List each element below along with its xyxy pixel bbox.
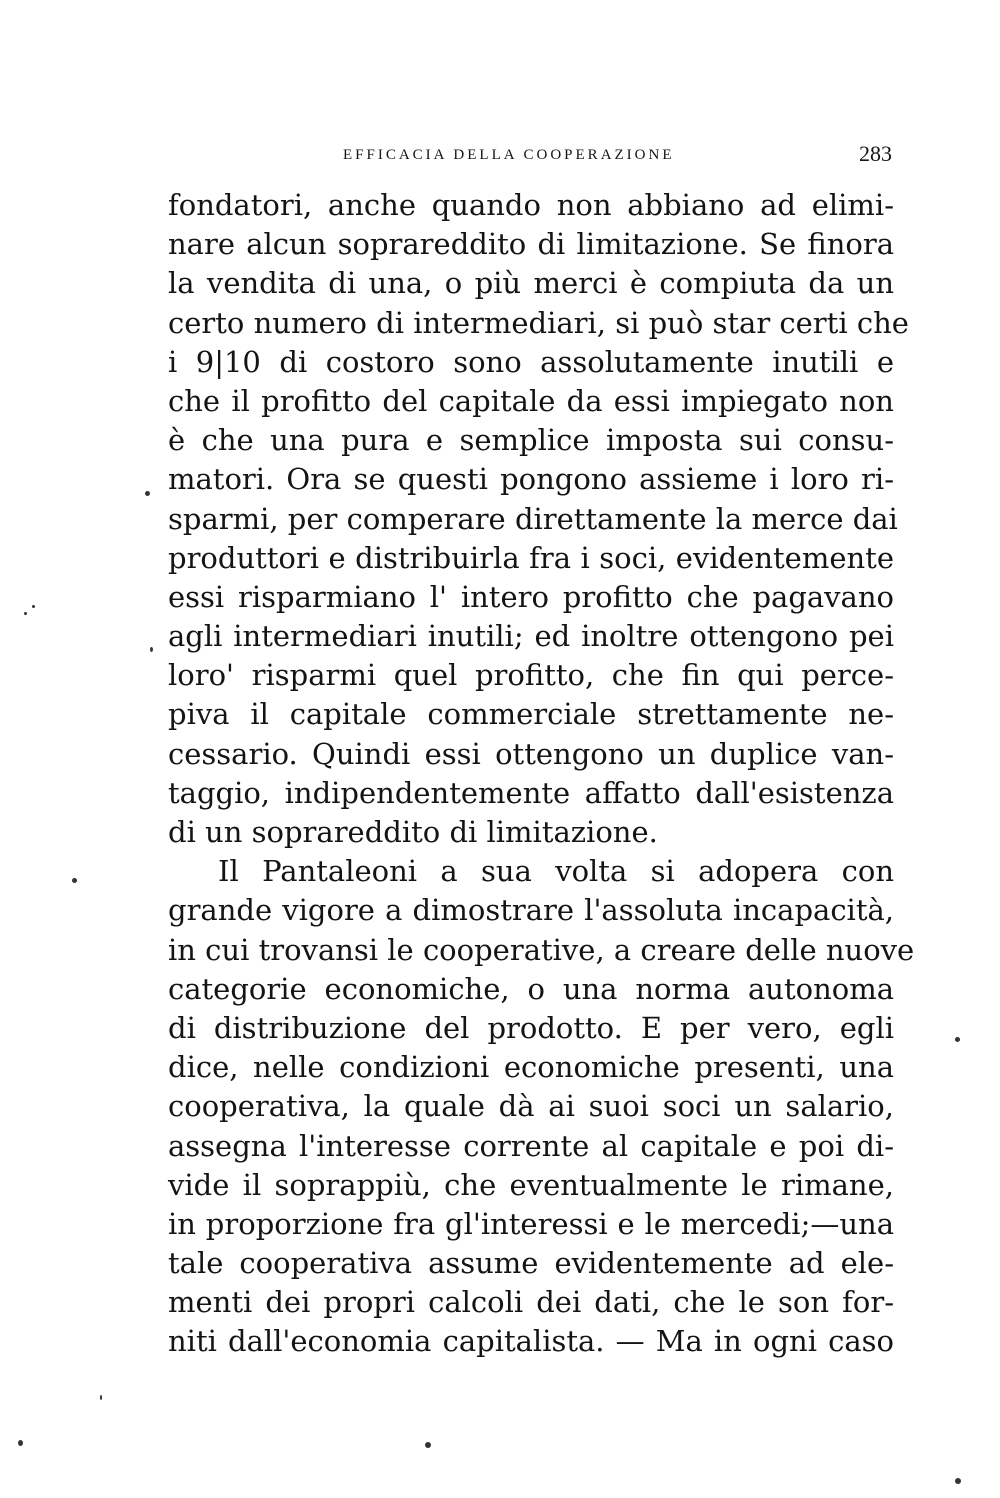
body-text: [168, 186, 915, 1362]
scan-speck: [150, 647, 153, 652]
running-head: [170, 143, 892, 167]
text-line: in cui trovansi le cooperative, a creare delle nuove: [168, 932, 915, 967]
scan-speck: [145, 491, 150, 496]
text-line: che il profitto del capitale da essi impiegato non: [168, 383, 894, 418]
text-line: menti dei propri calcoli dei dati, che le son for-: [168, 1285, 894, 1320]
text-line: di un soprareddito di limitazione.: [168, 815, 658, 849]
text-line: agli intermediari inutili; ed inoltre ottengono pei: [168, 619, 894, 654]
text-line: cessario. Quindi essi ottengono un duplice van-: [168, 736, 894, 771]
text-line: essi risparmiano l' intero profitto che pagavano: [168, 579, 894, 614]
text-line: niti dall'economia capitalista. — Ma in ogni caso: [168, 1324, 894, 1359]
text-line: di distribuzione del prodotto. E per vero, egli: [168, 1010, 894, 1045]
text-line: la vendita di una, o più merci è compiuta da un: [168, 266, 894, 301]
text-line: è che una pura e semplice imposta sui consu-: [168, 423, 894, 458]
scan-speck: [72, 878, 77, 883]
text-line: i 9|10 di costoro sono assolutamente inutili e: [168, 344, 894, 379]
text-line: in proporzione fra gl'interessi e le mercedi;—una: [168, 1206, 894, 1241]
scan-speck: [955, 1037, 960, 1042]
text-line: vide il soprappiù, che eventualmente le rimane,: [168, 1167, 894, 1202]
text-line: tale cooperativa assume evidentemente ad ele-: [168, 1246, 894, 1281]
text-line: taggio, indipendentemente affatto dall'esistenza: [168, 775, 894, 810]
text-line: matori. Ora se questi pongono assieme i loro ri-: [168, 462, 894, 497]
text-line: dice, nelle condizioni economiche presenti, una: [168, 1050, 894, 1085]
scan-speck: [425, 1442, 431, 1448]
text-line: sparmi, per comperare direttamente la merce dai: [168, 501, 898, 536]
text-line: piva il capitale commerciale strettamente ne-: [168, 697, 894, 732]
text-line: Il Pantaleoni a sua volta si adopera con: [218, 854, 894, 889]
page-number: 283: [859, 141, 892, 166]
scan-speck: [32, 605, 35, 608]
text-line: assegna l'interesse corrente al capitale e poi di-: [168, 1128, 894, 1163]
scan-speck: [18, 1440, 23, 1446]
text-line: produttori e distribuirla fra i soci, evidentemente: [168, 540, 894, 575]
text-line: certo numero di intermediari, si può star certi che: [168, 305, 909, 340]
scan-speck: [955, 1478, 961, 1484]
text-line: grande vigore a dimostrare l'assoluta incapacità,: [168, 893, 894, 928]
paragraph-2: [168, 852, 915, 1361]
text-line: categorie economiche, o una norma autonoma: [168, 971, 894, 1006]
text-line: nare alcun soprareddito di limitazione. Se finora: [168, 227, 894, 262]
text-line: fondatori, anche quando non abbiano ad elimi-: [168, 188, 894, 222]
text-line: loro' risparmi quel profitto, che fin qui perce-: [168, 658, 894, 693]
paragraph-1: [168, 186, 909, 852]
scan-speck: [24, 612, 27, 615]
running-title: EFFICACIA DELLA COOPERAZIONE: [343, 147, 675, 163]
text-line: cooperativa, la quale dà ai suoi soci un salario,: [168, 1089, 894, 1124]
scan-speck: [100, 1395, 102, 1400]
